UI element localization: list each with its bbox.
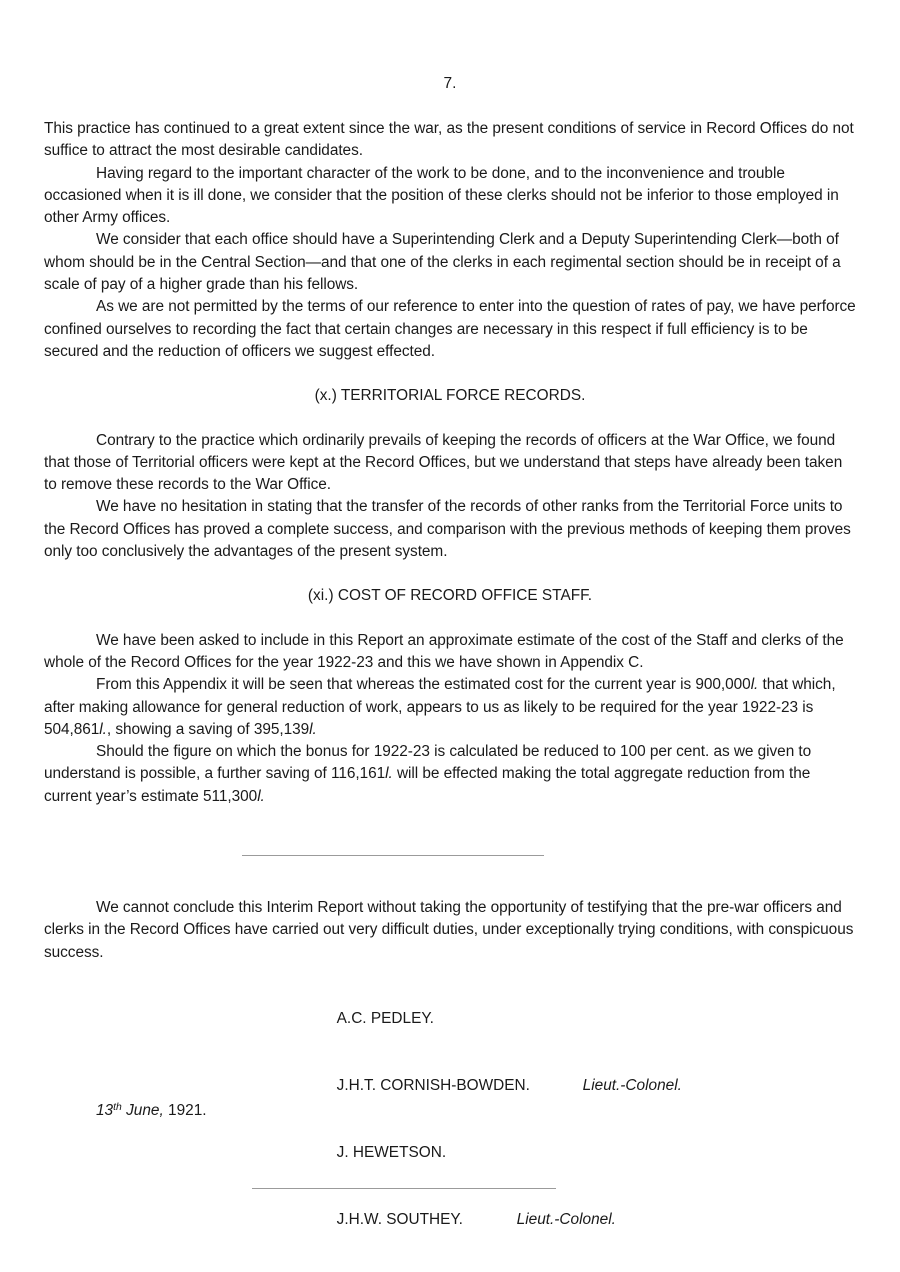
spacer [44, 563, 856, 585]
libra-mark: l. [750, 676, 759, 694]
spacer [44, 363, 856, 385]
signatory-rank: Lieut.-Colonel. [582, 1077, 682, 1095]
rule-line [252, 1188, 556, 1189]
paragraph-rates-of-pay: As we are not permitted by the terms of our reference to enter into the question of rates of pay, we have perforce confined ourselves to recording the fact that certain changes are necessary in this respect if full efficiency is to be secured and the reduction of officers we suggest effected. [44, 298, 856, 360]
date-line [96, 1097, 207, 1122]
paragraph-bonus-reduction: Should the figure on which the bonus for 1922-23 is calculated be reduced to 100 per cent. as we given to understand is possible, a further saving of 116,161l. will be effected making the total aggregate reduction from the current year’s estimate 511,300l. [44, 743, 812, 805]
paragraph-having-regard: Having regard to the important character of the work to be done, and to the inconvenience and trouble occasioned when it is ill done, we consider that the position of these clerks should not be inferior to those employed in other Army offices. [44, 164, 839, 227]
date-month: June, [121, 1102, 164, 1119]
paragraph-superintending-clerk: We consider that each office should have a Superintending Clerk and a Deputy Superintending Clerk—both of whom should be in the Central Section—and that one of the clerks in each regimental section should be in receipt of a scale of pay of a higher grade than his fellows. [44, 231, 841, 294]
closing-text-block [44, 897, 856, 964]
signature-row [311, 986, 831, 1053]
paragraph-closing-remarks: We cannot conclude this Interim Report without taking the opportunity of testifying that the pre-war officers and clerks in the Record Offices have carried out very difficult duties, under exceptionally trying conditions, with conspicuous success. [44, 899, 854, 961]
paragraph-estimated-cost: From this Appendix it will be seen that whereas the estimated cost for the current year is 900,000l. that which, after making allowance for general reduction of work, appears to us as likely to be required for the year 1922-23 is 504,861l., showing a saving of 395,139l. [44, 676, 836, 738]
paragraph-no-hesitation: We have no hesitation in stating that the transfer of the records of other ranks from the Territorial Force units to the Record Offices has proved a complete success, and comparison with the previous methods of keeping them proves only too conclusively the advantages of the present system. [44, 498, 851, 561]
section-heading-territorial-force-records: (x.) TERRITORIAL FORCE RECORDS. [314, 387, 586, 405]
rule-line [242, 855, 544, 856]
libra-mark: l. [257, 787, 265, 805]
signatory-rank: Lieut.-Colonel. [516, 1210, 616, 1228]
libra-mark: l. [309, 720, 317, 738]
horizontal-rule-lower [0, 1188, 900, 1190]
date-day: 13 [96, 1102, 114, 1119]
signatory-name: J.H.W. SOUTHEY. [336, 1210, 463, 1228]
paragraph-practice-continued: This practice has continued to a great extent since the war, as the present conditions of service in Record Offices do not suffice to attract the most desirable candidates. [44, 120, 854, 160]
paragraph-contrary-practice: Contrary to the practice which ordinarily prevails of keeping the records of officers at the War Office, we found that those of Territorial officers were kept at the Record Offices, but we understand that steps have already been taken to remove these records to the War Office. [44, 431, 843, 494]
date-year: 1921. [163, 1102, 207, 1119]
date-ordinal-suffix: th [113, 1102, 122, 1113]
section-heading-cost-of-record-office-staff: (xi.) COST OF RECORD OFFICE STAFF. [307, 587, 593, 605]
signature-row [311, 1120, 831, 1187]
libra-mark: l. [385, 765, 393, 783]
signatory-name: J.H.T. CORNISH-BOWDEN. [336, 1077, 530, 1095]
spacer [44, 408, 856, 430]
spacer [44, 608, 856, 630]
signature-block [311, 986, 831, 1254]
signature-row [311, 1053, 831, 1120]
signature-row [311, 1187, 831, 1254]
main-text-column [44, 118, 856, 808]
signatory-name: J. HEWETSON. [336, 1144, 447, 1162]
horizontal-rule-upper [0, 855, 900, 857]
libra-mark: l. [99, 720, 107, 738]
signatory-name: A.C. PEDLEY. [336, 1010, 434, 1028]
page-number: 7. [443, 75, 457, 92]
paragraph-appendix-c: We have been asked to include in this Report an approximate estimate of the cost of the Staff and clerks of the whole of the Record Offices for the year 1922-23 and this we have shown in Appendix C. [44, 631, 844, 671]
